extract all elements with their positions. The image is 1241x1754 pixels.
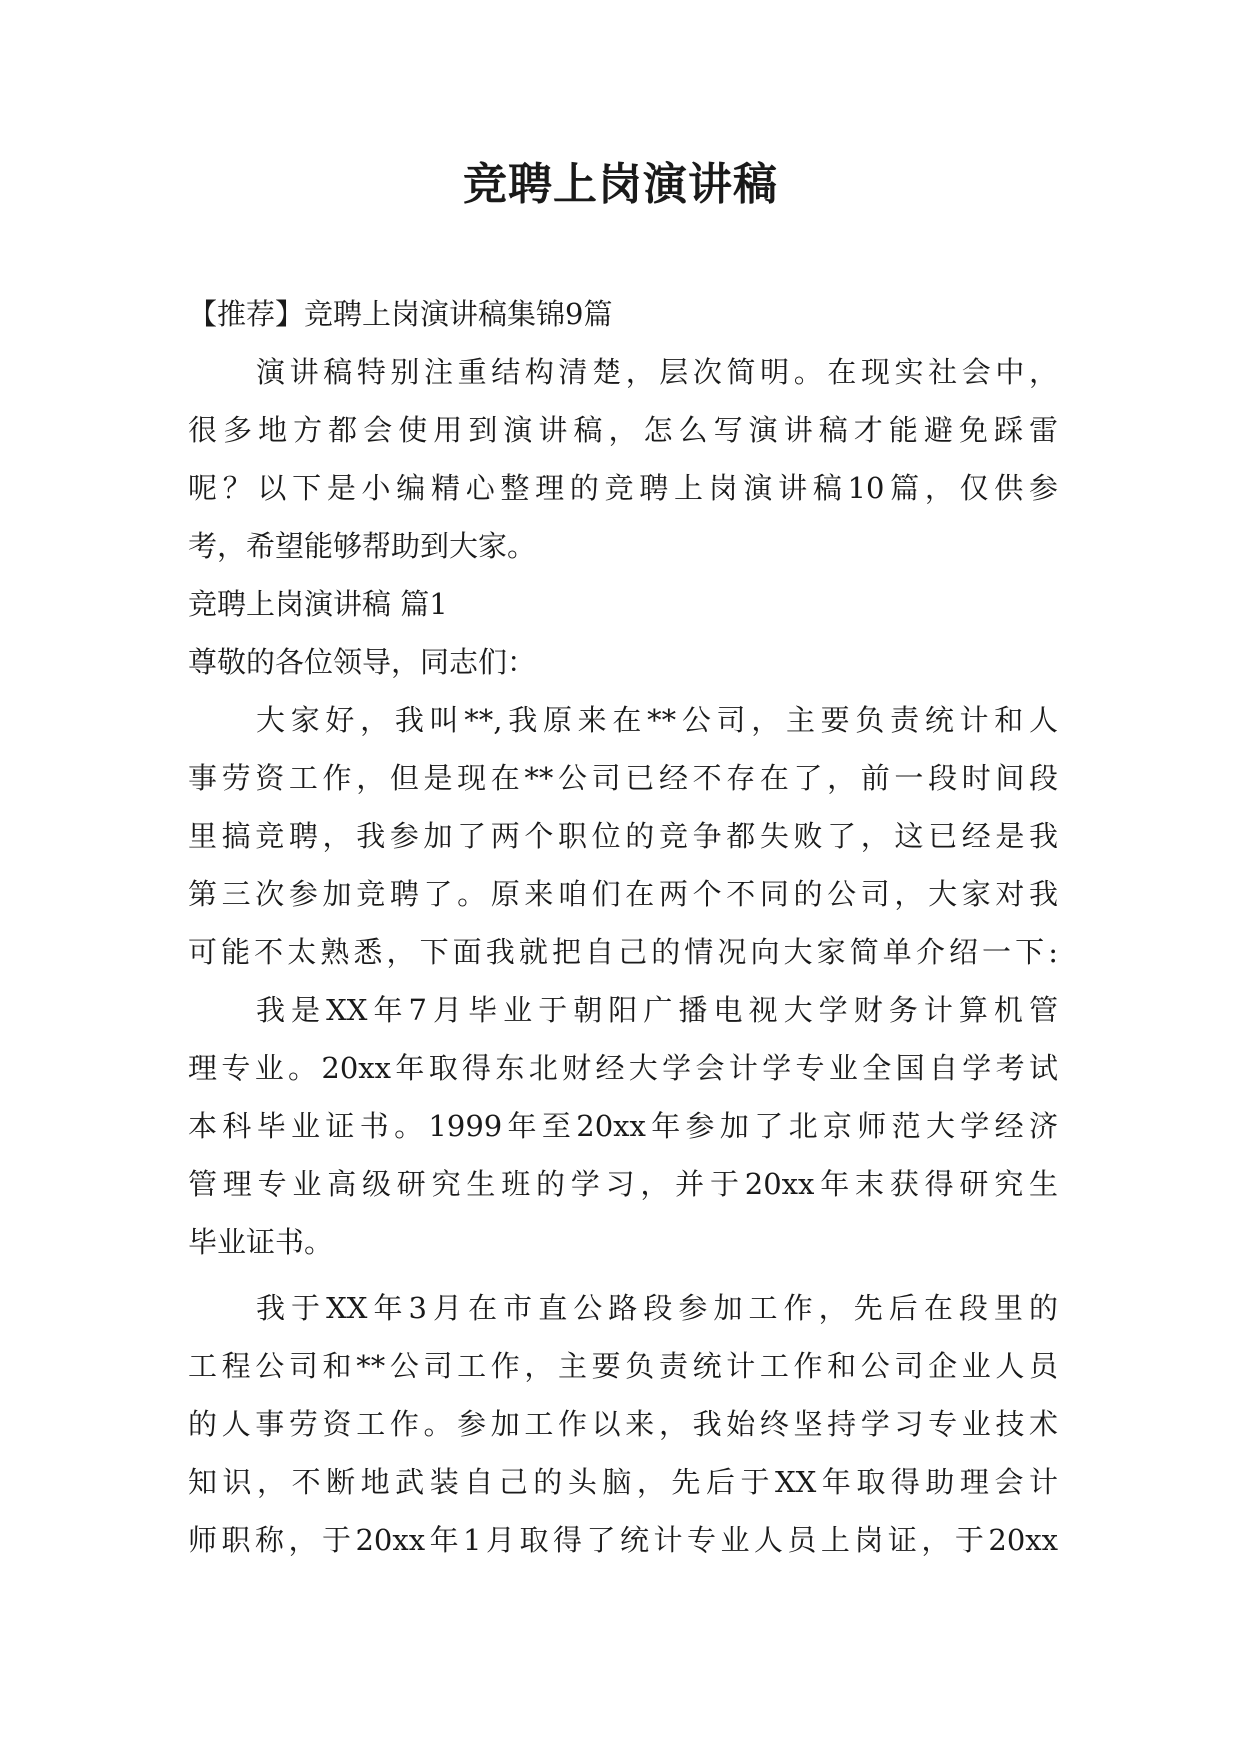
speech-paragraph-line: 事劳资工作，但是现在**公司已经不存在了，前一段时间段 <box>188 761 1058 795</box>
education-paragraph-line: 毕业证书。 <box>188 1225 334 1259</box>
education-paragraph-line: 本科毕业证书。1999年至20xx年参加了北京师范大学经济 <box>188 1109 1058 1143</box>
intro-paragraph-line: 演讲稿特别注重结构清楚，层次简明。在现实社会中， <box>256 355 1058 389</box>
education-paragraph-line: 理专业。20xx年取得东北财经大学会计学专业全国自学考试 <box>188 1051 1058 1085</box>
recommend-line: 【推荐】竞聘上岗演讲稿集锦9篇 <box>188 297 613 331</box>
speech-paragraph-line: 可能不太熟悉，下面我就把自己的情况向大家简单介绍一下: <box>188 935 1058 969</box>
work-paragraph-line: 我于XX年3月在市直公路段参加工作，先后在段里的 <box>256 1291 1058 1325</box>
intro-paragraph-line: 考，希望能够帮助到大家。 <box>188 529 537 563</box>
section-heading: 竞聘上岗演讲稿 篇1 <box>188 587 448 621</box>
work-paragraph-line: 工程公司和**公司工作，主要负责统计工作和公司企业人员 <box>188 1349 1058 1383</box>
document-body <box>188 285 1058 1569</box>
speech-paragraph-line: 里搞竞聘，我参加了两个职位的竞争都失败了，这已经是我 <box>188 819 1058 853</box>
work-paragraph-line: 的人事劳资工作。参加工作以来，我始终坚持学习专业技术 <box>188 1407 1058 1441</box>
work-paragraph-line: 知识，不断地武装自己的头脑，先后于XX年取得助理会计 <box>188 1465 1058 1499</box>
education-paragraph-line: 管理专业高级研究生班的学习，并于20xx年末获得研究生 <box>188 1167 1058 1201</box>
speech-paragraph-line: 第三次参加竞聘了。原来咱们在两个不同的公司，大家对我 <box>188 877 1058 911</box>
document-title: 竞聘上岗演讲稿 <box>463 159 778 210</box>
intro-paragraph-line: 很多地方都会使用到演讲稿，怎么写演讲稿才能避免踩雷 <box>188 413 1058 447</box>
intro-paragraph-line: 呢？以下是小编精心整理的竞聘上岗演讲稿10篇，仅供参 <box>188 471 1058 505</box>
speech-paragraph-line: 大家好，我叫**,我原来在**公司，主要负责统计和人 <box>256 703 1058 737</box>
work-paragraph-line: 师职称，于20xx年1月取得了统计专业人员上岗证，于20xx <box>188 1523 1058 1557</box>
education-paragraph-line: 我是XX年7月毕业于朝阳广播电视大学财务计算机管 <box>256 993 1058 1027</box>
salutation-line: 尊敬的各位领导，同志们： <box>188 645 537 679</box>
